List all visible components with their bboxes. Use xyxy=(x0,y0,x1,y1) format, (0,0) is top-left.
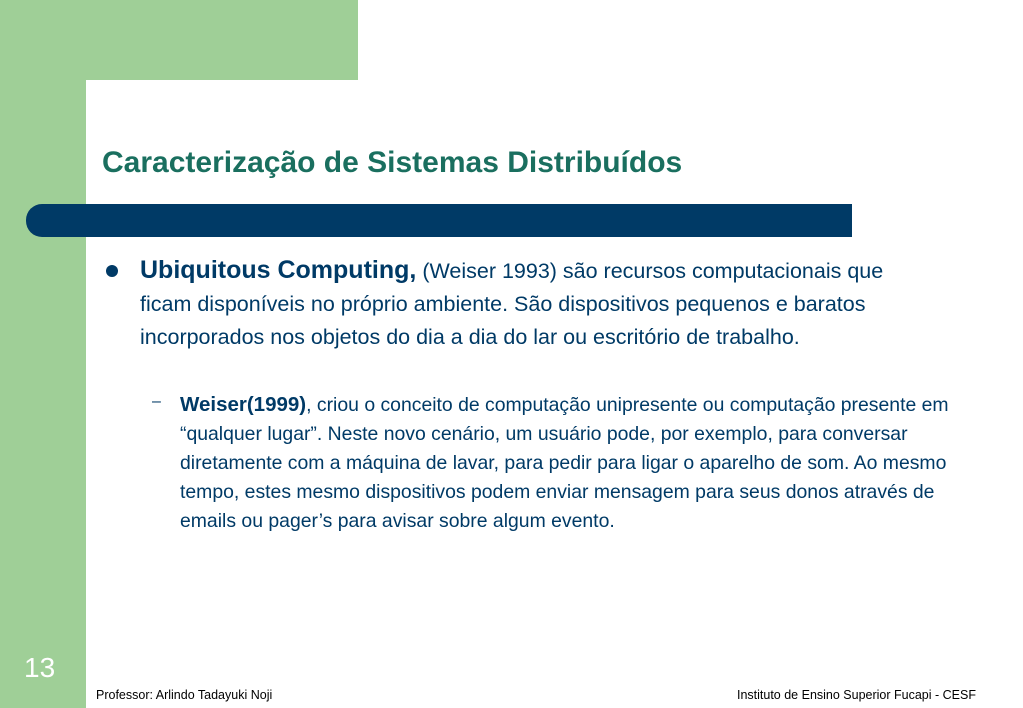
sub-bullet-paragraph xyxy=(180,390,960,536)
sub-bullet-lead: Weiser(1999) xyxy=(180,393,307,416)
bullet-paragraph xyxy=(140,254,940,354)
bullet-dot-icon xyxy=(106,265,118,277)
left-green-band xyxy=(0,0,86,708)
title-underline-bar xyxy=(26,204,852,237)
bullet-lead: Ubiquitous Computing, xyxy=(140,256,417,284)
bullet-text: (Weiser 1993) são recursos computacionais que ficam disponíveis no próprio ambiente. São dispositivos pequenos e baratos incorporados nos objetos do dia a dia do lar ou escritório de trabalho. xyxy=(140,259,884,349)
footer-professor: Professor: Arlindo Tadayuki Noji xyxy=(96,688,273,702)
top-green-block xyxy=(0,0,358,80)
footer-institution: Instituto de Ensino Superior Fucapi - CESF xyxy=(736,688,976,702)
sub-bullet-dash: – xyxy=(152,393,161,410)
content-corner xyxy=(86,80,146,140)
slide-title: Caracterização de Sistemas Distribuídos xyxy=(102,146,683,179)
sub-bullet-text: , criou o conceito de computação unipresente ou computação presente em “qualquer lugar”. Neste novo cenário, um usuário pode, por exemplo, para conversar diretamente com a máquina de lavar, para pedir para ligar o aparelho de som. Ao mesmo tempo, estes mesmo dispositivos podem enviar mensagem para seus donos através de emails ou pager’s para avisar sobre algum evento. xyxy=(180,394,949,532)
slide-number: 13 xyxy=(24,652,56,683)
